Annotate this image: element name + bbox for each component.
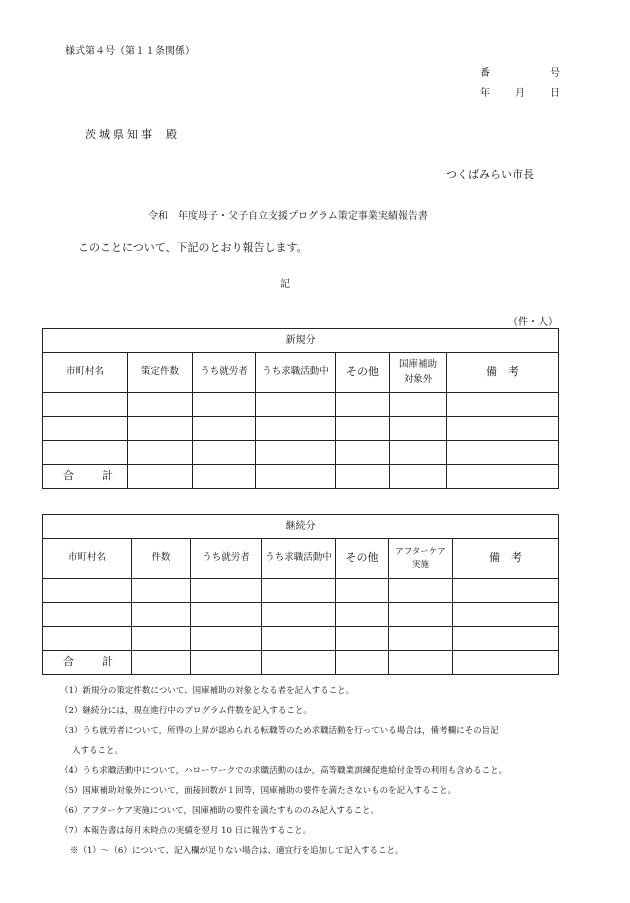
- cell-input[interactable]: [447, 417, 559, 441]
- cell-input[interactable]: [390, 441, 447, 465]
- cell-input[interactable]: [336, 465, 390, 489]
- cell-input[interactable]: [336, 393, 390, 417]
- cell-input[interactable]: [128, 393, 193, 417]
- cell-input[interactable]: [390, 417, 447, 441]
- header-remarks: 備 考: [447, 353, 559, 393]
- cell-input[interactable]: [336, 603, 389, 627]
- cell-input[interactable]: [256, 393, 336, 417]
- header-job-seeking: うち求職活動中: [262, 539, 336, 579]
- cell-input[interactable]: [43, 627, 132, 651]
- table-row: [43, 393, 559, 417]
- cell-input[interactable]: [193, 441, 256, 465]
- continued-table-title: 継続分: [43, 515, 559, 539]
- cell-input[interactable]: [453, 603, 559, 627]
- cell-input[interactable]: [43, 417, 128, 441]
- note-asterisk: ※（1）～（6）について、記入欄が足りない場合は、適宜行を追加して記入すること。: [70, 846, 404, 856]
- body-text: このことについて、下記のとおり報告します。: [78, 241, 308, 254]
- new-table-header-row: [43, 353, 559, 393]
- note-2: （2）継続分には，現在進行中のプログラム件数を記入すること。: [60, 706, 312, 716]
- note-6: （6）アフターケア実施について，国庫補助の要件を満たすもののみ記入すること。: [60, 806, 379, 816]
- cell-input[interactable]: [256, 441, 336, 465]
- table-row: [43, 417, 559, 441]
- cell-input[interactable]: [43, 579, 132, 603]
- cell-input[interactable]: [132, 603, 191, 627]
- cell-input[interactable]: [262, 579, 336, 603]
- cell-input[interactable]: [453, 651, 559, 675]
- note-5: （5）国庫補助対象外について，面接回数が１回等，国庫補助の要件を満たさないものを記入すること。: [60, 786, 457, 796]
- cell-input[interactable]: [390, 465, 447, 489]
- cell-input[interactable]: [43, 393, 128, 417]
- cell-input[interactable]: [132, 579, 191, 603]
- header-not-subsidized: 国庫補助 対象外: [390, 353, 447, 393]
- table-row: [43, 579, 559, 603]
- header-municipality: 市町村名: [43, 539, 132, 579]
- cell-input[interactable]: [43, 441, 128, 465]
- date-month-label: 月: [515, 88, 525, 99]
- cell-input[interactable]: [262, 603, 336, 627]
- total-row: [43, 465, 559, 489]
- cell-input[interactable]: [389, 603, 453, 627]
- cell-input[interactable]: [447, 441, 559, 465]
- header-employed: うち就労者: [193, 353, 256, 393]
- cell-input[interactable]: [389, 651, 453, 675]
- cell-input[interactable]: [336, 441, 390, 465]
- note-7: （7）本報告書は毎月末時点の実績を翌月 10 日に報告すること。: [60, 826, 312, 836]
- cell-input[interactable]: [389, 579, 453, 603]
- header-remarks: 備 考: [453, 539, 559, 579]
- cell-input[interactable]: [389, 627, 453, 651]
- total-label-2: 計: [102, 655, 115, 669]
- cell-input[interactable]: [193, 393, 256, 417]
- cell-input[interactable]: [336, 579, 389, 603]
- cell-input[interactable]: [128, 417, 193, 441]
- cell-input[interactable]: [262, 627, 336, 651]
- cell-input[interactable]: [336, 651, 389, 675]
- ki-label: 記: [280, 279, 290, 290]
- cell-input[interactable]: [43, 603, 132, 627]
- unit-label: （件・人）: [508, 317, 558, 328]
- table-row: [43, 603, 559, 627]
- cell-input[interactable]: [191, 603, 262, 627]
- cell-input[interactable]: [193, 417, 256, 441]
- cell-input[interactable]: [193, 465, 256, 489]
- header-municipality: 市町村名: [43, 353, 128, 393]
- table-row: [43, 441, 559, 465]
- header-employed: うち就労者: [191, 539, 262, 579]
- note-4: （4）うち求職活動中について，ハローワークでの求職活動のほか，高等職業訓練促進給付金等の利用も含めること。: [60, 766, 508, 776]
- cell-input[interactable]: [336, 417, 390, 441]
- cell-input[interactable]: [453, 627, 559, 651]
- new-table: [42, 328, 559, 489]
- new-table-title: 新規分: [43, 329, 559, 353]
- addressee-name: 茨城県知事: [85, 128, 155, 141]
- cell-input[interactable]: [390, 393, 447, 417]
- note-3: （3）うち就労者について，所得の上昇が認められる転職等のため求職活動を行っている場合は，備考欄にその旨記: [60, 726, 499, 736]
- header-other: その他: [336, 353, 390, 393]
- total-label: [43, 465, 128, 489]
- cell-input[interactable]: [191, 627, 262, 651]
- continued-table: [42, 514, 559, 675]
- note-3-continued: 入すること。: [72, 746, 124, 756]
- date-day-label: 日: [550, 88, 560, 99]
- number-label-go: 号: [550, 68, 560, 79]
- continued-table-header-row: [43, 539, 559, 579]
- form-number: 様式第４号（第１１条関係）: [65, 46, 195, 57]
- cell-input[interactable]: [256, 417, 336, 441]
- date-year-label: 年: [480, 88, 490, 99]
- cell-input[interactable]: [447, 465, 559, 489]
- total-label-2: 計: [102, 469, 115, 483]
- table-row: [43, 627, 559, 651]
- note-1: （1）新規分の策定件数について、国庫補助の対象となる者を記入すること。: [60, 686, 355, 696]
- cell-input[interactable]: [128, 465, 193, 489]
- number-label-ban: 番: [480, 68, 490, 79]
- header-plan-count: 策定件数: [128, 353, 193, 393]
- cell-input[interactable]: [191, 579, 262, 603]
- cell-input[interactable]: [256, 465, 336, 489]
- cell-input[interactable]: [191, 651, 262, 675]
- addressee-honorific: 殿: [166, 128, 177, 141]
- header-job-seeking: うち求職活動中: [256, 353, 336, 393]
- cell-input[interactable]: [336, 627, 389, 651]
- sender-name: つくばみらい市長: [446, 168, 534, 181]
- total-label-1: 合: [63, 469, 76, 483]
- document-title: 令和 年度母子・父子自立支援プログラム策定事業実績報告書: [148, 211, 428, 222]
- cell-input[interactable]: [447, 393, 559, 417]
- cell-input[interactable]: [262, 651, 336, 675]
- cell-input[interactable]: [128, 441, 193, 465]
- total-label: [43, 651, 132, 675]
- cell-input[interactable]: [453, 579, 559, 603]
- total-row: [43, 651, 559, 675]
- total-label-1: 合: [63, 655, 76, 669]
- header-aftercare: アフターケア 実施: [389, 539, 453, 579]
- header-other: その他: [336, 539, 389, 579]
- cell-input[interactable]: [132, 627, 191, 651]
- cell-input[interactable]: [132, 651, 191, 675]
- header-count: 件数: [132, 539, 191, 579]
